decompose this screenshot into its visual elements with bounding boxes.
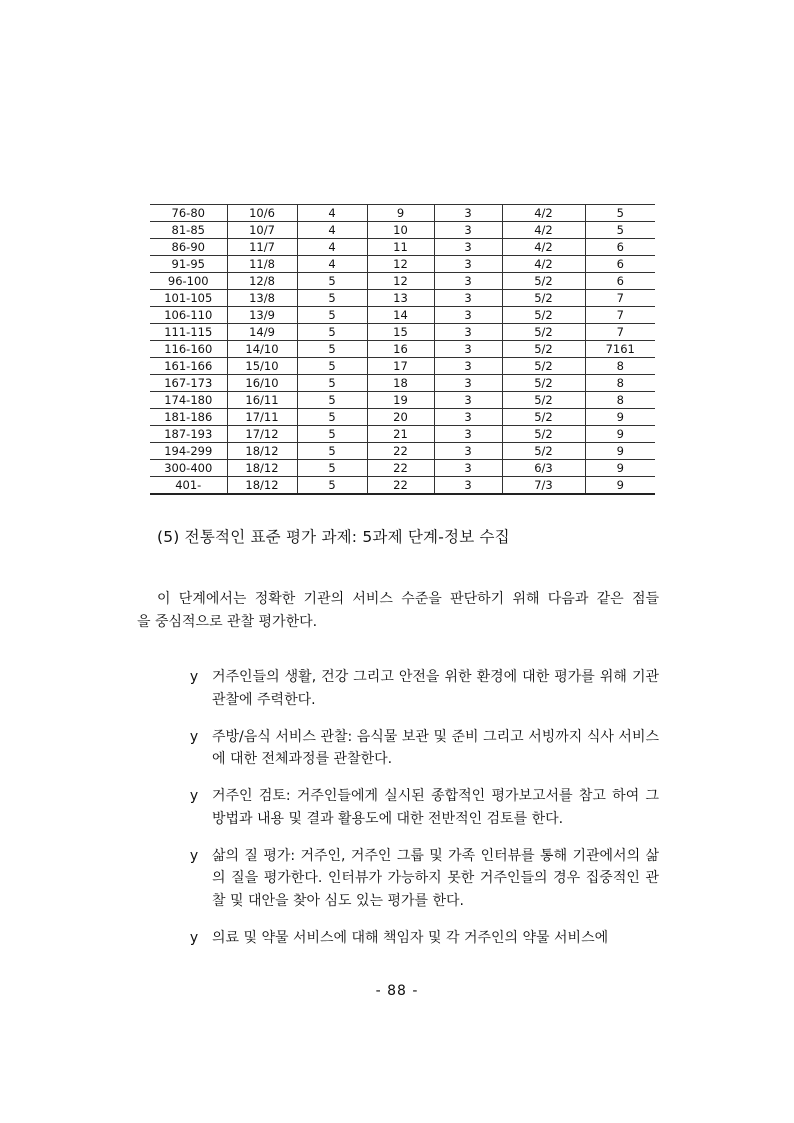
table-row	[150, 409, 655, 426]
table-cell: 12	[367, 273, 434, 290]
table-cell: 5/2	[502, 290, 585, 307]
table-cell: 300-400	[150, 460, 227, 477]
table-cell: 9	[585, 460, 655, 477]
table-cell: 21	[367, 426, 434, 443]
table-cell: 11/8	[227, 256, 297, 273]
table-cell: 3	[434, 443, 502, 460]
table-cell: 5	[297, 273, 367, 290]
table-cell: 5	[585, 205, 655, 222]
table-cell: 16/11	[227, 392, 297, 409]
table-cell: 8	[585, 392, 655, 409]
table-cell: 5/2	[502, 443, 585, 460]
table-cell: 3	[434, 307, 502, 324]
table-cell: 81-85	[150, 222, 227, 239]
table-cell: 76-80	[150, 205, 227, 222]
table-cell: 4	[297, 222, 367, 239]
staffing-table	[150, 204, 655, 495]
table-cell: 4/2	[502, 256, 585, 273]
bullet-list	[187, 666, 659, 964]
intro-paragraph	[137, 588, 659, 634]
table-cell: 9	[585, 426, 655, 443]
table-cell: 3	[434, 324, 502, 341]
table-cell: 5	[297, 307, 367, 324]
table-cell: 18	[367, 375, 434, 392]
table-cell: 5	[297, 324, 367, 341]
table-cell: 5	[297, 375, 367, 392]
table-cell: 3	[434, 273, 502, 290]
table-cell: 18/12	[227, 477, 297, 495]
table-cell: 5	[297, 358, 367, 375]
table-body	[150, 205, 655, 495]
table-cell: 9	[585, 477, 655, 495]
table-cell: 111-115	[150, 324, 227, 341]
table-cell: 5	[297, 290, 367, 307]
table-row	[150, 443, 655, 460]
intro-line-1: 이 단계에서는 정확한 기관의 서비스 수준을 판단하기 위해 다음과 같은 점들	[157, 591, 659, 607]
table-cell: 161-166	[150, 358, 227, 375]
table-cell: 10	[367, 222, 434, 239]
table-cell: 6	[585, 256, 655, 273]
table-cell: 17	[367, 358, 434, 375]
table-cell: 8	[585, 358, 655, 375]
bullet-marker: y	[189, 669, 199, 685]
table-cell: 4	[297, 205, 367, 222]
table-cell: 5/2	[502, 392, 585, 409]
table-cell: 13/8	[227, 290, 297, 307]
table-cell: 20	[367, 409, 434, 426]
bullet-marker: y	[189, 929, 199, 946]
table-cell: 16	[367, 341, 434, 358]
table-cell: 3	[434, 290, 502, 307]
bullet-item	[187, 927, 659, 950]
table-cell: 5/2	[502, 375, 585, 392]
bullet-text: 주방/음식 서비스 관찰: 음식물 보관 및 준비 그리고 서빙까지 식사 서비스에 대한 전체과정를 관찰한다.	[212, 728, 659, 767]
table-row	[150, 426, 655, 443]
table-cell: 4	[297, 239, 367, 256]
table-row	[150, 324, 655, 341]
table-row	[150, 460, 655, 477]
table-cell: 10/6	[227, 205, 297, 222]
table-cell: 6	[585, 273, 655, 290]
table-cell: 3	[434, 477, 502, 495]
table-cell: 5	[297, 460, 367, 477]
table-cell: 3	[434, 239, 502, 256]
table-cell: 7161	[585, 341, 655, 358]
table-cell: 15	[367, 324, 434, 341]
bullet-item	[187, 726, 659, 771]
table-cell: 3	[434, 375, 502, 392]
table-cell: 5	[297, 443, 367, 460]
table-cell: 106-110	[150, 307, 227, 324]
table-cell: 14/10	[227, 341, 297, 358]
table-cell: 116-160	[150, 341, 227, 358]
table-cell: 101-105	[150, 290, 227, 307]
table-cell: 96-100	[150, 273, 227, 290]
table-cell: 15/10	[227, 358, 297, 375]
table-cell: 11	[367, 239, 434, 256]
table-cell: 7	[585, 290, 655, 307]
section-heading: (5) 전통적인 표준 평가 과제: 5과제 단계-정보 수집	[157, 528, 510, 546]
table-cell: 22	[367, 460, 434, 477]
table-cell: 3	[434, 460, 502, 477]
table-row	[150, 307, 655, 324]
table-cell: 7/3	[502, 477, 585, 495]
table-cell: 7	[585, 307, 655, 324]
table-cell: 16/10	[227, 375, 297, 392]
table-cell: 4/2	[502, 205, 585, 222]
table-cell: 5	[297, 426, 367, 443]
bullet-marker: y	[189, 788, 199, 804]
table-cell: 8	[585, 375, 655, 392]
table-row	[150, 477, 655, 495]
table-cell: 22	[367, 477, 434, 495]
table-cell: 5	[585, 222, 655, 239]
table-cell: 13	[367, 290, 434, 307]
table-cell: 3	[434, 392, 502, 409]
table-cell: 19	[367, 392, 434, 409]
table-cell: 5/2	[502, 307, 585, 324]
table-cell: 5	[297, 409, 367, 426]
bullet-item	[187, 845, 659, 913]
table-cell: 3	[434, 222, 502, 239]
table-cell: 7	[585, 324, 655, 341]
table-cell: 5	[297, 477, 367, 495]
table-cell: 9	[585, 443, 655, 460]
table-cell: 3	[434, 409, 502, 426]
table-cell: 12	[367, 256, 434, 273]
table-cell: 4/2	[502, 222, 585, 239]
table-cell: 194-299	[150, 443, 227, 460]
table-cell: 9	[367, 205, 434, 222]
bullet-text: 거주인 검토: 거주인들에게 실시된 종합적인 평가보고서를 참고 하여 그 방법과 내용 및 결과 활용도에 대한 전반적인 검토를 한다.	[212, 788, 659, 827]
table-cell: 9	[585, 409, 655, 426]
table-cell: 10/7	[227, 222, 297, 239]
table-cell: 18/12	[227, 460, 297, 477]
table-cell: 174-180	[150, 392, 227, 409]
table-row	[150, 375, 655, 392]
table-cell: 11/7	[227, 239, 297, 256]
table-cell: 3	[434, 358, 502, 375]
table-cell: 13/9	[227, 307, 297, 324]
table-cell: 3	[434, 341, 502, 358]
table-cell: 5/2	[502, 409, 585, 426]
bullet-text: 거주인들의 생활, 건강 그리고 안전을 위한 환경에 대한 평가를 위해 기관 관찰에 주력한다.	[212, 669, 659, 708]
table-cell: 17/12	[227, 426, 297, 443]
table-cell: 5/2	[502, 358, 585, 375]
bullet-item	[187, 785, 659, 830]
table-cell: 181-186	[150, 409, 227, 426]
table-cell: 4	[297, 256, 367, 273]
table-cell: 14	[367, 307, 434, 324]
page-number: - 88 -	[375, 983, 419, 999]
table-row	[150, 290, 655, 307]
table-row	[150, 222, 655, 239]
bullet-marker: y	[189, 728, 199, 745]
table-row	[150, 239, 655, 256]
table-cell: 5/2	[502, 341, 585, 358]
table-cell: 5	[297, 341, 367, 358]
table-cell: 18/12	[227, 443, 297, 460]
table-cell: 91-95	[150, 256, 227, 273]
table-cell: 3	[434, 256, 502, 273]
table-row	[150, 273, 655, 290]
table-cell: 5/2	[502, 273, 585, 290]
table-row	[150, 341, 655, 358]
table-cell: 12/8	[227, 273, 297, 290]
table-row	[150, 256, 655, 273]
table-cell: 22	[367, 443, 434, 460]
bullet-marker: y	[189, 847, 199, 864]
table-cell: 4/2	[502, 239, 585, 256]
table-cell: 86-90	[150, 239, 227, 256]
intro-line-2: 을 중심적으로 관찰 평가한다.	[137, 614, 318, 630]
table-cell: 17/11	[227, 409, 297, 426]
table-cell: 167-173	[150, 375, 227, 392]
table-cell: 6	[585, 239, 655, 256]
table-cell: 5/2	[502, 324, 585, 341]
table-row	[150, 358, 655, 375]
table-row	[150, 392, 655, 409]
table-cell: 401-	[150, 477, 227, 495]
table-cell: 3	[434, 205, 502, 222]
bullet-text: 의료 및 약물 서비스에 대해 책임자 및 각 거주인의 약물 서비스에	[212, 929, 609, 946]
table-cell: 14/9	[227, 324, 297, 341]
table-cell: 5	[297, 392, 367, 409]
bullet-text: 삶의 질 평가: 거주인, 거주인 그룹 및 가족 인터뷰를 통해 기관에서의 삶의 질을 평가한다. 인터뷰가 가능하지 못한 거주인들의 경우 집중적인 관찰 및 대안을 찾아 심도 있는 평가를 한다.	[212, 847, 659, 909]
table-cell: 187-193	[150, 426, 227, 443]
bullet-item	[187, 666, 659, 711]
table-cell: 6/3	[502, 460, 585, 477]
table-cell: 5/2	[502, 426, 585, 443]
table-cell: 3	[434, 426, 502, 443]
table-row	[150, 205, 655, 222]
